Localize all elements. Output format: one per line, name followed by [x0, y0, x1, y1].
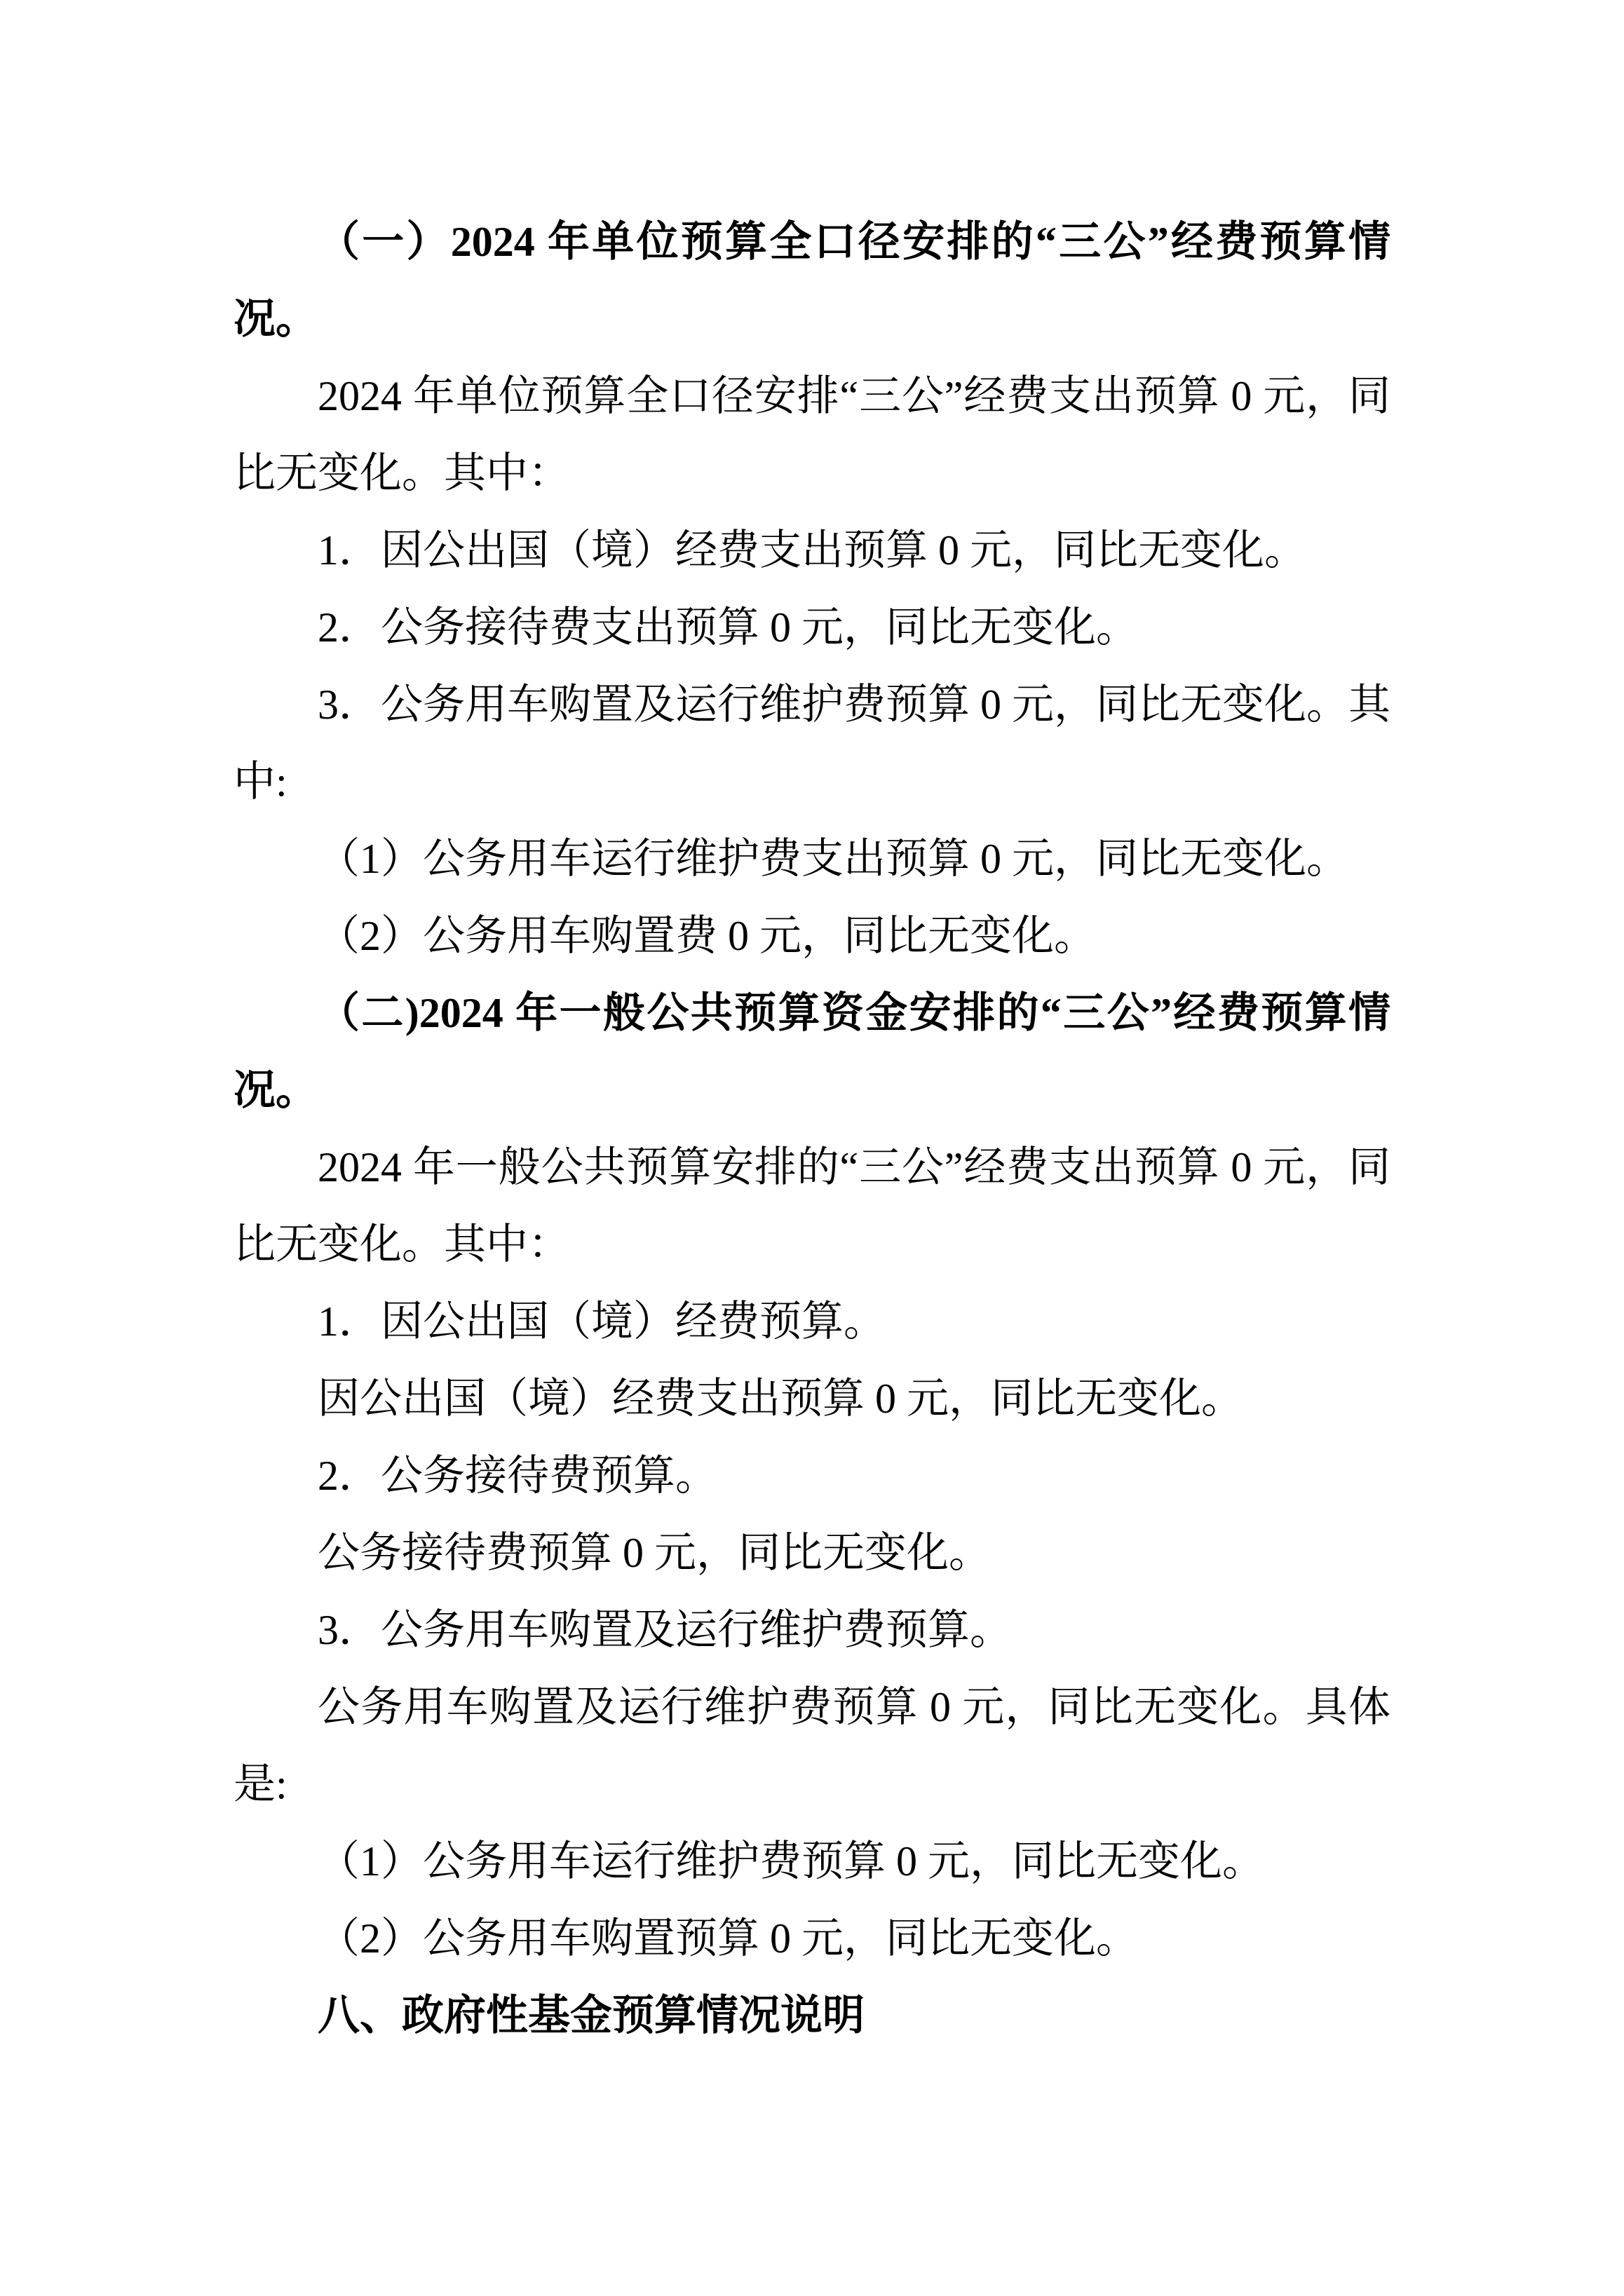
- section-heading: 八、政府性基金预算情况说明: [318, 1992, 865, 2039]
- body-paragraph: 2024 年单位预算全口径安排“三公”经费支出预算 0 元，同比无变化。其中：: [234, 373, 1390, 496]
- body-paragraph: （2）公务用车购置费 0 元，同比无变化。: [318, 913, 1096, 959]
- body-paragraph: 3．公务用车购置及运行维护费预算 0 元，同比无变化。其中:: [234, 681, 1390, 805]
- body-paragraph: 2．公务接待费支出预算 0 元，同比无变化。: [318, 604, 1138, 651]
- body-paragraph: 2024 年一般公共预算安排的“三公”经费支出预算 0 元，同比无变化。其中：: [234, 1144, 1390, 1268]
- body-paragraph: （1）公务用车运行维护费支出预算 0 元，同比无变化。: [318, 836, 1348, 882]
- section-heading: （一）2024 年单位预算全口径安排的“三公”经费预算情况。: [234, 219, 1390, 342]
- section-heading: （二)2024 年一般公共预算资金安排的“三公”经费预算情况。: [234, 990, 1390, 1113]
- body-paragraph: 1．因公出国（境）经费预算。: [318, 1298, 886, 1345]
- body-paragraph: 公务接待费预算 0 元，同比无变化。: [318, 1530, 991, 1576]
- body-paragraph: 公务用车购置及运行维护费预算 0 元，同比无变化。具体是:: [234, 1684, 1390, 1807]
- body-paragraph: 3．公务用车购置及运行维护费预算。: [318, 1607, 1012, 1653]
- body-paragraph: （1）公务用车运行维护费预算 0 元，同比无变化。: [318, 1838, 1264, 1884]
- document-body: [234, 203, 1390, 2054]
- body-paragraph: 因公出国（境）经费支出预算 0 元，同比无变化。: [318, 1375, 1243, 1422]
- body-paragraph: 1．因公出国（境）经费支出预算 0 元，同比无变化。: [318, 527, 1306, 573]
- body-paragraph: （2）公务用车购置预算 0 元，同比无变化。: [318, 1915, 1138, 1962]
- body-paragraph: 2．公务接待费预算。: [318, 1453, 717, 1499]
